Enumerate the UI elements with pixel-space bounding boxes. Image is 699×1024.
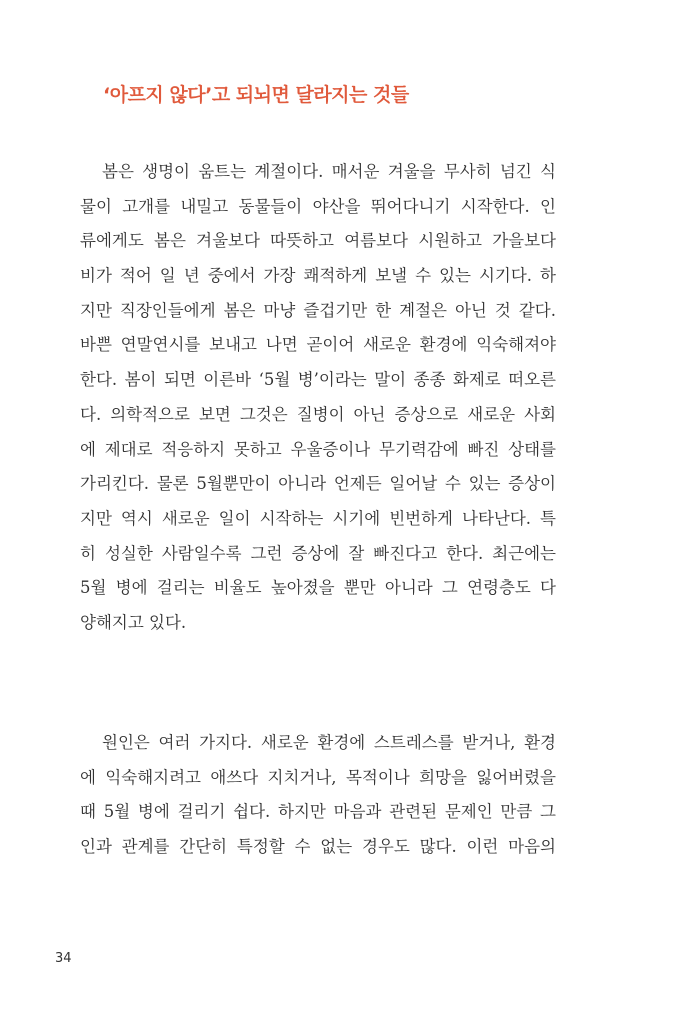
text-line: 양해지고 있다.	[80, 612, 187, 632]
text-line: 물이 고개를 내밀고 동물들이 야산을 뛰어다니기 시작한다. 인	[80, 196, 556, 216]
text-line: 5월 병에 걸리는 비율도 높아졌을 뿐만 아니라 그 연령층도 다	[80, 578, 556, 598]
text-line: 때 5월 병에 걸리기 쉽다. 하지만 마음과 관련된 문제인 만큼 그	[80, 802, 556, 822]
body-paragraph-2	[80, 726, 556, 865]
text-line: 히 성실한 사람일수록 그런 증상에 잘 빠진다고 한다. 최근에는	[80, 543, 556, 563]
text-line: 비가 적어 일 년 중에서 가장 쾌적하게 보낼 수 있는 시기다. 하	[80, 266, 556, 286]
text-line: 한다. 봄이 되면 이른바 ‘5월 병’이라는 말이 종종 화제로 떠오른	[80, 370, 556, 390]
text-line: 에 제대로 적응하지 못하고 우울증이나 무기력감에 빠진 상태를	[80, 439, 556, 459]
text-line: 인과 관계를 간단히 특정할 수 없는 경우도 많다. 이런 마음의	[80, 837, 556, 857]
text-line: 다. 의학적으로 보면 그것은 질병이 아닌 증상으로 새로운 사회	[80, 404, 556, 424]
text-line: 지만 역시 새로운 일이 시작하는 시기에 빈번하게 나타난다. 특	[80, 508, 556, 528]
body-paragraph-1	[80, 155, 556, 641]
text-line: 지만 직장인들에게 봄은 마냥 즐겁기만 한 계절은 아닌 것 같다.	[80, 300, 556, 320]
section-title: ‘아프지 않다’고 되뇌면 달라지는 것들	[103, 84, 409, 106]
text-line: 가리킨다. 물론 5월뿐만이 아니라 언제든 일어날 수 있는 증상이	[80, 474, 556, 494]
page-number: 34	[55, 951, 72, 966]
text-line: 원인은 여러 가지다. 새로운 환경에 스트레스를 받거나, 환경	[102, 733, 556, 752]
text-line: 봄은 생명이 움트는 계절이다. 매서운 겨울을 무사히 넘긴 식	[102, 162, 556, 181]
text-line: 바쁜 연말연시를 보내고 나면 곧이어 새로운 환경에 익숙해져야	[80, 335, 556, 355]
text-line: 류에게도 봄은 겨울보다 따뜻하고 여름보다 시원하고 가을보다	[80, 231, 556, 251]
text-line: 에 익숙해지려고 애쓰다 지치거나, 목적이나 희망을 잃어버렸을	[80, 767, 556, 787]
